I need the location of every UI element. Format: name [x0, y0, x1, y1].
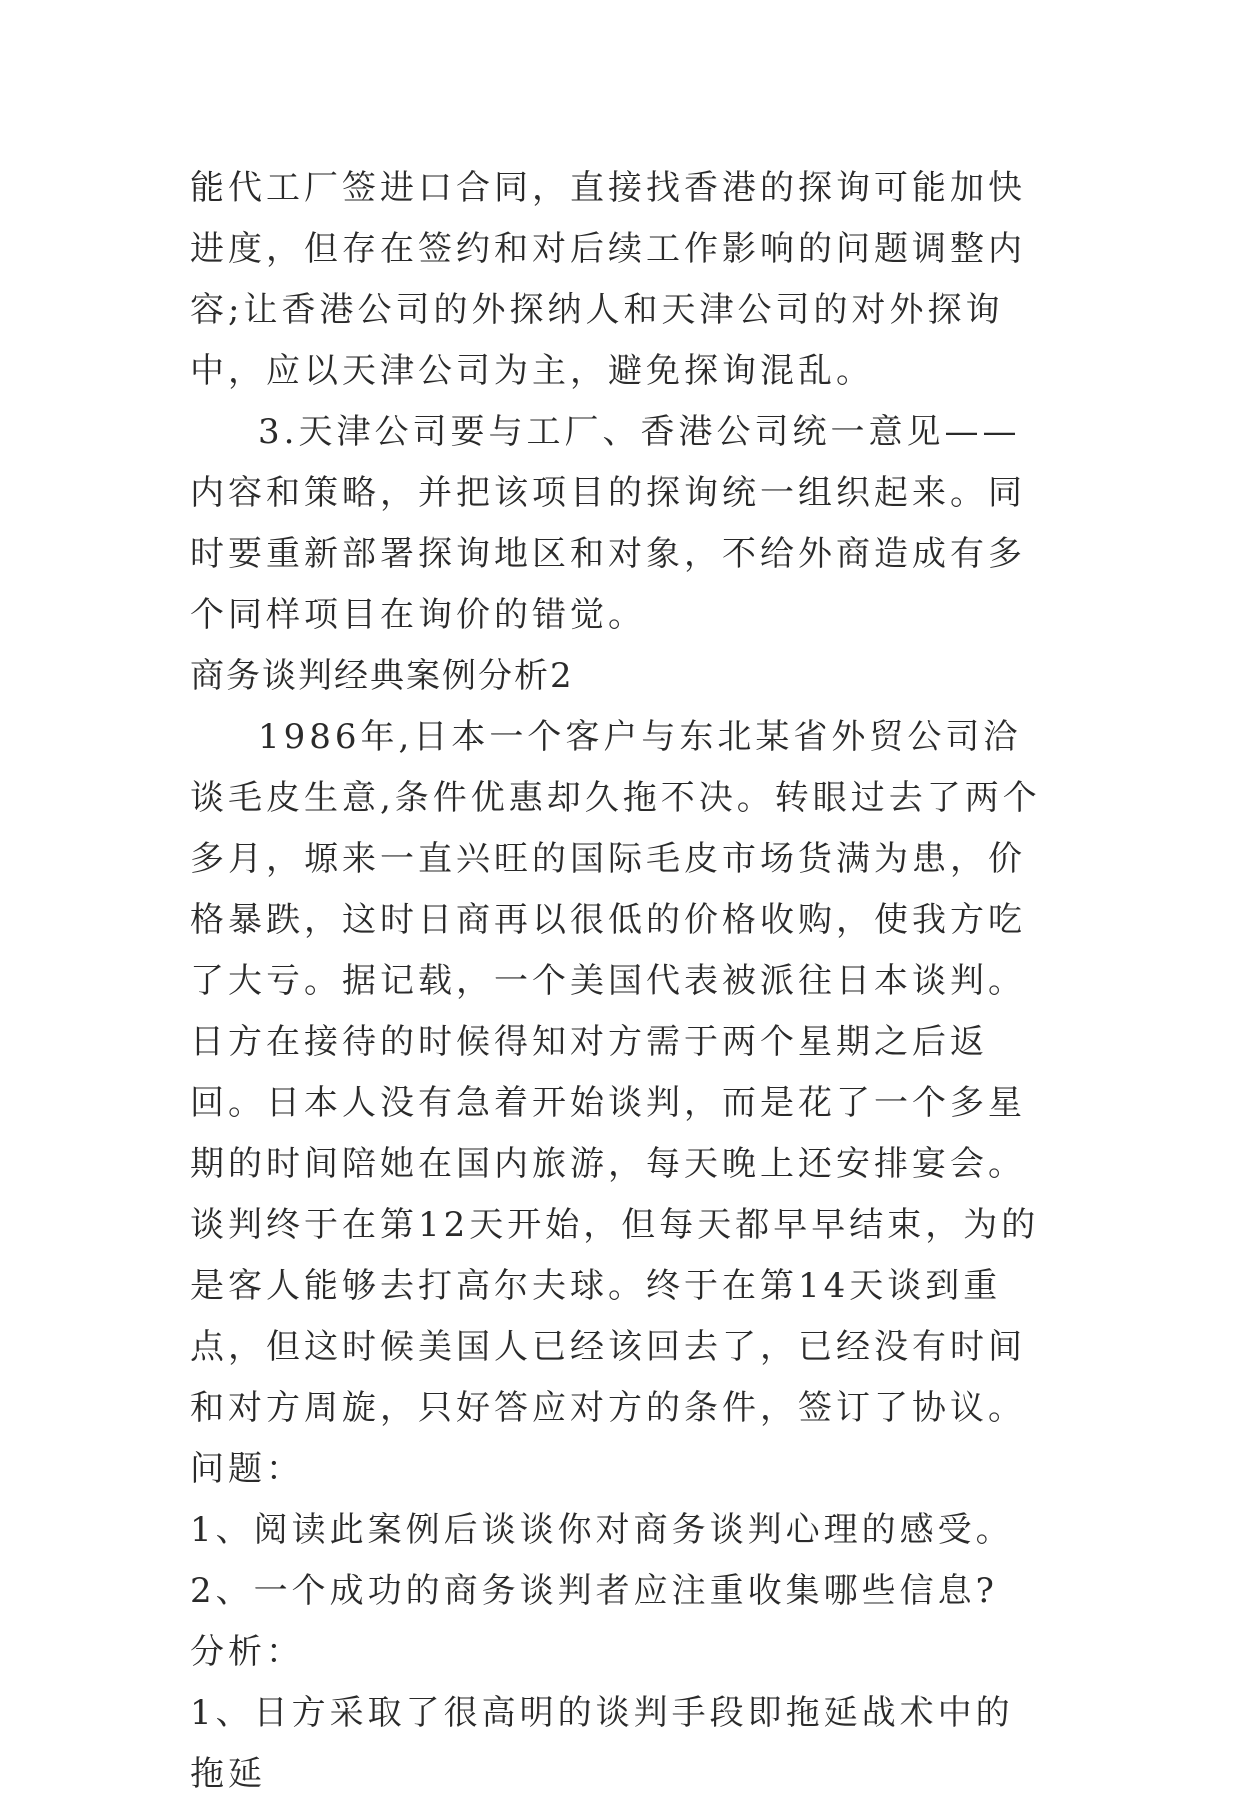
document-body [190, 158, 1050, 1805]
paragraph-case-description: 1986年,日本一个客户与东北某省外贸公司洽谈毛皮生意,条件优惠却久拖不决。转眼过去了两个多月，塬来一直兴旺的国际毛皮市场货满为患，价格暴跌，这时日商再以很低的价格收购，使我方吃了大亏。据记载，一个美国代表被派往日本谈判。日方在接待的时候得知对方需于两个星期之后返回。日本人没有急着开始谈判，而是花了一个多星期的时间陪她在国内旅游，每天晚上还安排宴会。谈判终于在第12天开始，但每天都早早结束，为的是客人能够去打高尔夫球。终于在第14天谈到重点，但这时候美国人已经该回去了，已经没有时间和对方周旋，只好答应对方的条件，签订了协议。 [190, 717, 1041, 1428]
question-2: 2、一个成功的商务谈判者应注重收集哪些信息? [190, 1571, 998, 1611]
analysis-label: 分析： [190, 1632, 304, 1672]
question-1: 1、阅读此案例后谈谈你对商务谈判心理的感受。 [190, 1510, 1014, 1550]
analysis-1: 1、日方采取了很高明的谈判手段即拖延战术中的拖延 [190, 1693, 1014, 1794]
paragraph-point-3: 3.天津公司要与工厂、香港公司统一意见——内容和策略，并把该项目的探询统一组织起来。同时要重新部署探询地区和对象，不给外商造成有多个同样项目在询价的错觉。 [190, 412, 1026, 635]
questions-label: 问题： [190, 1449, 304, 1489]
section-heading: 商务谈判经典案例分析2 [190, 656, 574, 696]
paragraph-continuation: 能代工厂签进口合同，直接找香港的探询可能加快进度，但存在签约和对后续工作影响的问题调整内容;让香港公司的外探纳人和天津公司的对外探询中，应以天津公司为主，避免探询混乱。 [190, 168, 1026, 391]
